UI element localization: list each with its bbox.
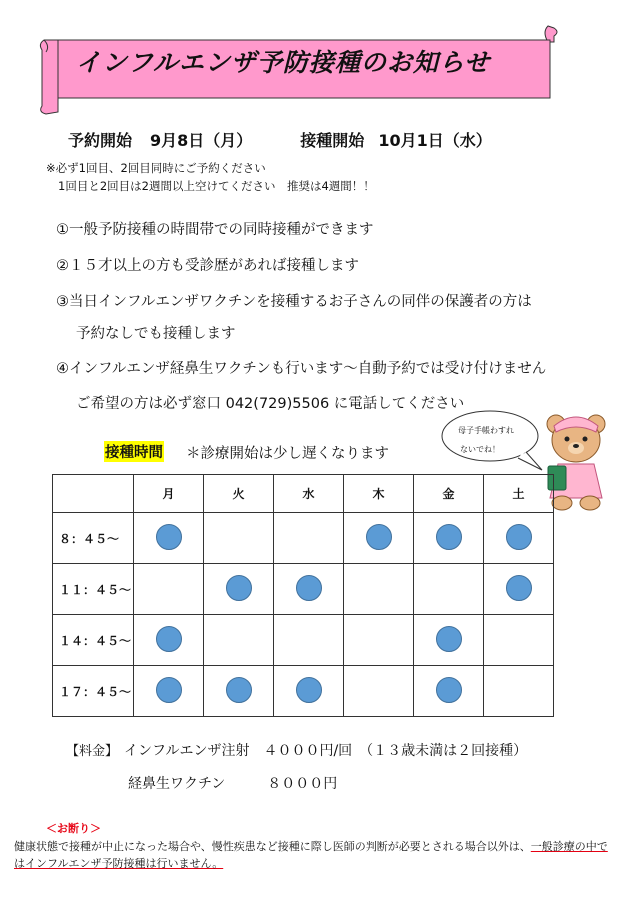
availability-dot — [436, 677, 462, 703]
schedule-cell — [484, 615, 554, 666]
day-header: 水 — [274, 475, 344, 513]
availability-dot — [296, 575, 322, 601]
availability-dot — [226, 677, 252, 703]
schedule-cell — [484, 564, 554, 615]
schedule-cell — [204, 666, 274, 717]
dates-row — [68, 128, 492, 151]
schedule-cell — [204, 564, 274, 615]
schedule-cell — [134, 615, 204, 666]
availability-dot — [436, 524, 462, 550]
schedule-cell — [344, 513, 414, 564]
fee-injection: インフルエンザ注射 ４０００円/回 （１３歳未満は２回接種） — [124, 743, 528, 759]
bubble-text: ないでね！ — [460, 445, 500, 454]
availability-dot — [506, 524, 532, 550]
notice-body — [14, 838, 608, 854]
time-slot-label: ８：４５～ — [53, 513, 134, 564]
table-row — [53, 564, 554, 615]
hours-label: 接種時間 — [104, 441, 164, 462]
table-row — [53, 513, 554, 564]
schedule-cell — [274, 666, 344, 717]
schedule-cell — [414, 513, 484, 564]
day-header: 木 — [344, 475, 414, 513]
day-header: 土 — [484, 475, 554, 513]
page-title: インフルエンザ予防接種のお知らせ — [75, 48, 491, 77]
schedule-cell — [134, 564, 204, 615]
schedule-cell — [414, 615, 484, 666]
schedule-cell — [344, 564, 414, 615]
item-3: ③当日インフルエンザワクチンを接種するお子さんの同伴の保護者の方は — [56, 294, 532, 310]
schedule-cell — [204, 513, 274, 564]
availability-dot — [226, 575, 252, 601]
vaccination-label: 接種開始 — [300, 131, 365, 150]
time-slot-label: １１：４５～ — [53, 564, 134, 615]
notice-body-continued: はインフルエンザ予防接種は行いません。 — [14, 857, 224, 870]
schedule-cell — [134, 513, 204, 564]
table-header-row — [53, 475, 554, 513]
schedule-table — [52, 474, 554, 717]
availability-dot — [296, 677, 322, 703]
schedule-cell — [344, 666, 414, 717]
schedule-cell — [414, 564, 484, 615]
schedule-cell — [484, 666, 554, 717]
fee-nasal: 経鼻生ワクチン ８０００円 — [128, 776, 338, 792]
day-header: 火 — [204, 475, 274, 513]
availability-dot — [156, 677, 182, 703]
table-row — [53, 666, 554, 717]
item-2: ②１５才以上の方も受診歴があれば接種します — [56, 258, 359, 274]
time-slot-label: １７：４５～ — [53, 666, 134, 717]
bubble-text: 母子手帳わすれ — [458, 426, 514, 435]
schedule-cell — [414, 666, 484, 717]
note-line-2: 1回目と2回目は2週間以上空けてください 推奨は4週間！！ — [58, 179, 375, 193]
speech-bubble — [440, 408, 544, 478]
schedule-cell — [274, 615, 344, 666]
day-header: 月 — [134, 475, 204, 513]
item-3-continued: 予約なしでも接種します — [76, 326, 236, 342]
item-4-continued: ご希望の方は必ず窓口 042(729)5506 に電話してください — [76, 396, 465, 412]
reservation-label: 予約開始 — [68, 131, 133, 150]
schedule-cell — [204, 615, 274, 666]
availability-dot — [156, 626, 182, 652]
hours-note: ＊診療開始は少し遅くなります — [186, 446, 389, 462]
availability-dot — [156, 524, 182, 550]
header-empty-cell — [53, 475, 134, 513]
reservation-date: 9月8日（月） — [150, 131, 253, 150]
availability-dot — [506, 575, 532, 601]
schedule-cell — [344, 615, 414, 666]
notice-title: ＜お断り＞ — [46, 822, 101, 835]
item-1: ①一般予防接種の時間帯での同時接種ができます — [56, 222, 374, 238]
availability-dot — [436, 626, 462, 652]
notice-body-underlined: 一般診療の中で — [530, 840, 608, 853]
fee-label: 【料金】 — [66, 744, 119, 759]
day-header: 金 — [414, 475, 484, 513]
availability-dot — [366, 524, 392, 550]
item-4: ④インフルエンザ経鼻生ワクチンも行います～自動予約では受け付けません — [56, 361, 547, 377]
notice-body-text: 健康状態で接種が中止になった場合や、慢性疾患など接種に際し医師の判断が必要とされる場合以外は、 — [14, 840, 531, 853]
table-row — [53, 615, 554, 666]
schedule-cell — [274, 513, 344, 564]
note-line-1: ※必ず1回目、2回目同時にご予約ください — [46, 161, 266, 175]
vaccination-date: 10月1日（水） — [378, 131, 492, 150]
schedule-cell — [274, 564, 344, 615]
schedule-cell — [484, 513, 554, 564]
schedule-cell — [134, 666, 204, 717]
time-slot-label: １４：４５～ — [53, 615, 134, 666]
